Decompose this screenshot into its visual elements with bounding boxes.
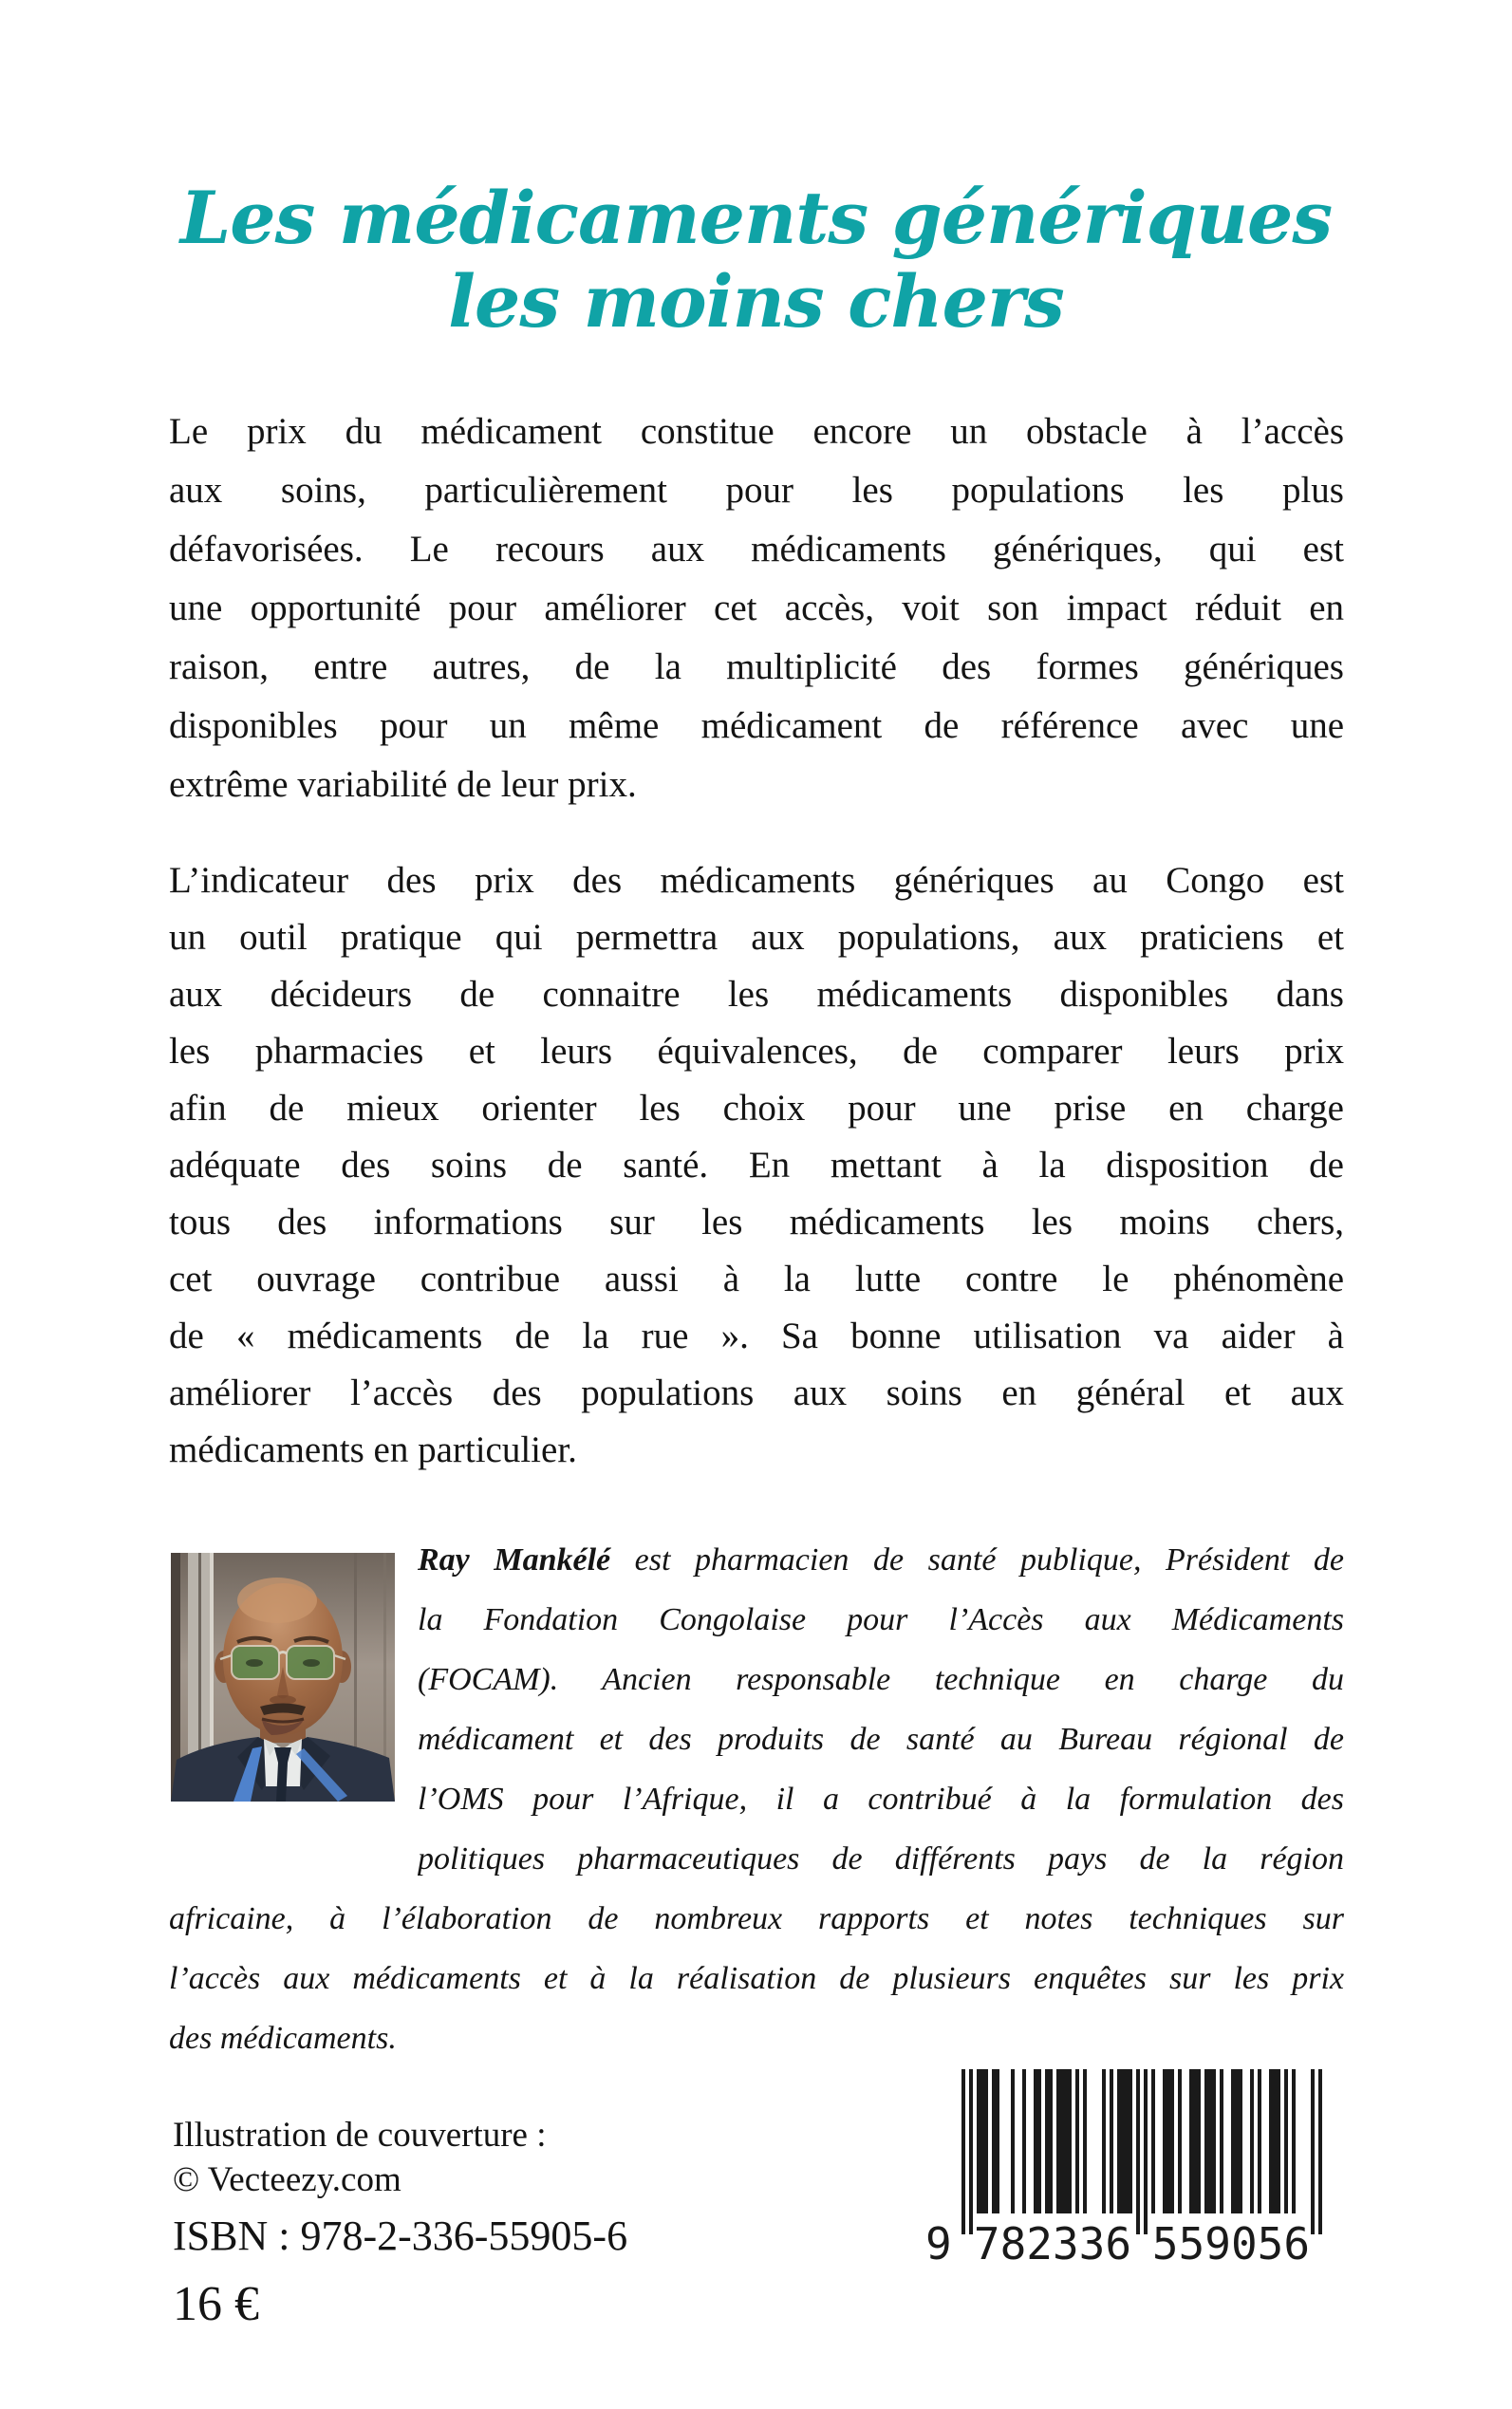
text-line: des médicaments. xyxy=(169,2021,397,2056)
text-line: médicament et des produits de santé au Bureau régional de xyxy=(418,1722,1344,1757)
isbn-text: ISBN : 978-2-336-55905-6 xyxy=(173,2213,628,2259)
text-line: aux décideurs de connaitre les médicaments disponibles dans xyxy=(169,974,1344,1015)
bio-line1-text: est pharmacien de santé publique, Président de xyxy=(610,1542,1344,1578)
author-photo xyxy=(171,1553,395,1802)
price-text: 16 € xyxy=(173,2277,259,2331)
credit-line1: Illustration de couverture : xyxy=(173,2116,547,2155)
text-line: la Fondation Congolaise pour l’Accès aux Médicaments xyxy=(418,1602,1344,1637)
book-title xyxy=(0,177,1512,344)
text-line: l’OMS pour l’Afrique, il a contribué à la formulation des xyxy=(418,1782,1344,1817)
text-line: (FOCAM). Ancien responsable technique en charge du xyxy=(418,1662,1344,1697)
text-line: disponibles pour un même médicament de référence avec une xyxy=(169,705,1344,746)
text-line: aux soins, particulièrement pour les populations les plus xyxy=(169,470,1344,511)
summary-paragraph-1 xyxy=(169,402,1344,814)
bio-line-1 xyxy=(418,1530,1344,1590)
cover-illustration-credit xyxy=(173,2113,547,2202)
summary-paragraph-2 xyxy=(169,852,1344,1479)
text-line: de « médicaments de la rue ». Sa bonne utilisation va aider à xyxy=(169,1316,1344,1356)
text-line: les pharmacies et leurs équivalences, de comparer leurs prix xyxy=(169,1031,1344,1072)
text-line: une opportunité pour améliorer cet accès, voit son impact réduit en xyxy=(169,588,1344,628)
barcode-digits: 782336 xyxy=(973,2218,1132,2269)
text-line: améliorer l’accès des populations aux soins en général et aux xyxy=(169,1373,1344,1413)
text-line: médicaments en particulier. xyxy=(169,1429,577,1470)
text-line: raison, entre autres, de la multiplicité des formes génériques xyxy=(169,646,1344,687)
text-line: défavorisées. Le recours aux médicaments génériques, qui est xyxy=(169,529,1344,570)
credit-line2: © Vecteezy.com xyxy=(173,2160,401,2199)
author-name: Ray Mankélé xyxy=(418,1542,611,1578)
author-bio xyxy=(169,1530,1344,2068)
text-line: tous des informations sur les médicaments les moins chers, xyxy=(169,1202,1344,1242)
text-line: cet ouvrage contribue aussi à la lutte contre le phénomène xyxy=(169,1259,1344,1299)
barcode-digits: 9 xyxy=(925,2218,952,2269)
text-line: adéquate des soins de santé. En mettant à la disposition de xyxy=(169,1145,1344,1186)
text-line: Le prix du médicament constitue encore un obstacle à l’accès xyxy=(169,411,1344,452)
text-line: afin de mieux orienter les choix pour une prise en charge xyxy=(169,1088,1344,1129)
book-title-line1: Les médicaments génériques xyxy=(179,176,1333,260)
book-title-line2: les moins chers xyxy=(448,259,1064,344)
text-line: extrême variabilité de leur prix. xyxy=(169,764,637,805)
ean13-barcode xyxy=(918,2069,1330,2269)
text-line: africaine, à l’élaboration de nombreux rapports et notes techniques sur xyxy=(169,1901,1344,1936)
bio-full-lines xyxy=(169,1889,1344,2068)
text-line: un outil pratique qui permettra aux populations, aux praticiens et xyxy=(169,917,1344,958)
text-line: politiques pharmaceutiques de différents pays de la région xyxy=(418,1841,1344,1877)
text-line: l’accès aux médicaments et à la réalisation de plusieurs enquêtes sur les prix xyxy=(169,1961,1344,1996)
text-line: L’indicateur des prix des médicaments génériques au Congo est xyxy=(169,860,1344,901)
barcode-digits: 559056 xyxy=(1151,2218,1311,2269)
